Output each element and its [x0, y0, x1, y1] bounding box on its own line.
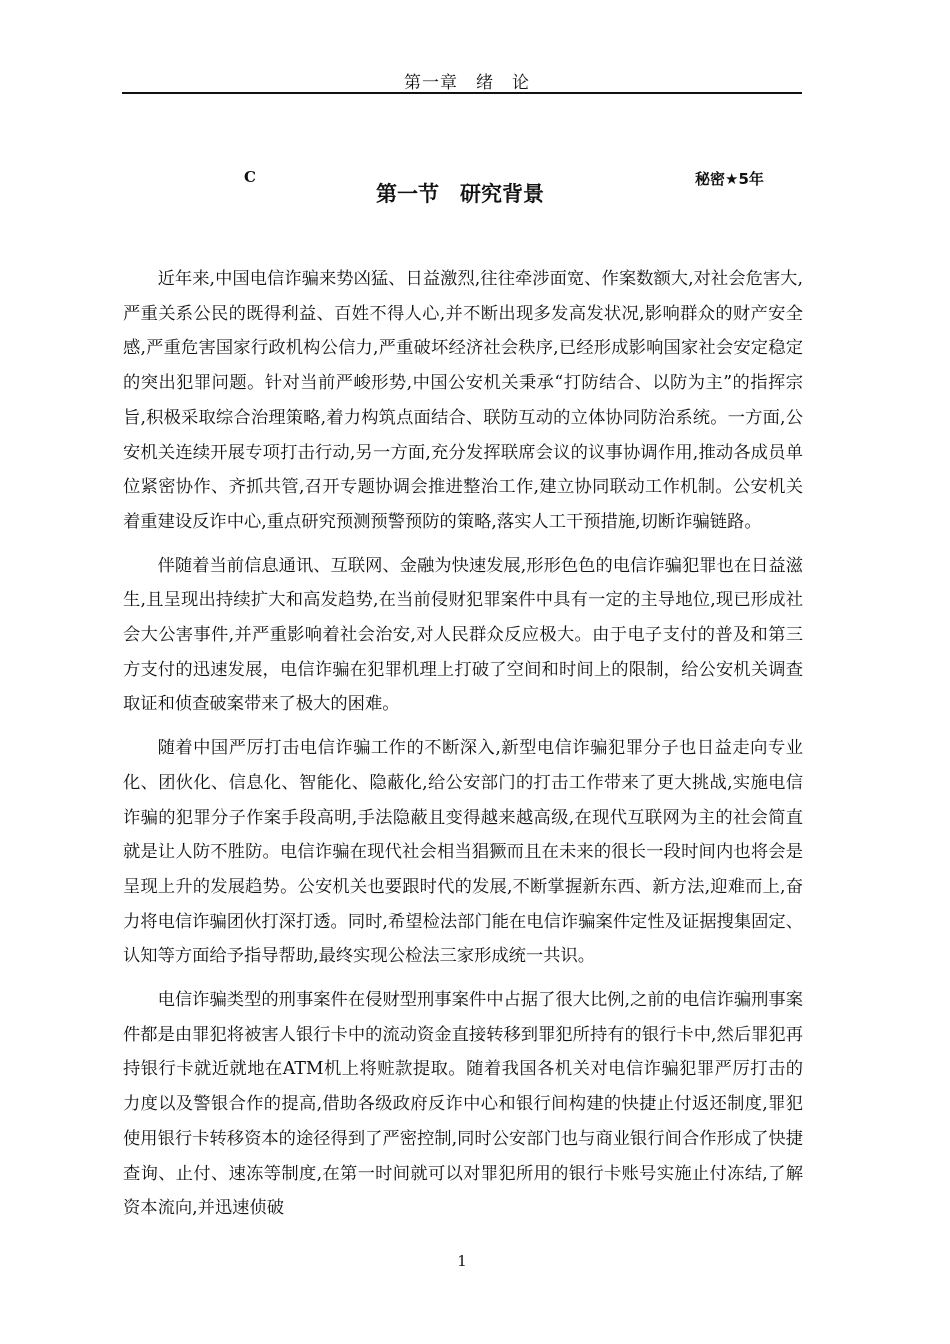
page-number: 1 — [457, 1252, 467, 1270]
classification-mark: 秘密★5年 — [695, 170, 764, 188]
paragraph: 近年来,中国电信诈骗来势凶猛、日益激烈,往往牵涉面宽、作案数额大,对社会危害大,严重关系公民的既得利益、百姓不得人心,并不断出现多发高发状况,影响群众的财产安全感,严重危害国家行政机构公信力,严重破坏经济社会秩序,已经形成影响国家社会安定稳定的突出犯罪问题。针对当前严峻形势,中国公安机关秉承“打防结合、以防为主”的指挥宗旨,积极采取综合治理策略,着力构筑点面结合、联防互动的立体协同防治系统。一方面,公安机关连续开展专项打击行动,另一方面,充分发挥联席会议的议事协调作用,推动各成员单位紧密协作、齐抓共管,召开专题协调会推进整治工作,建立协同联动工作机制。公安机关着重建设反诈中心,重点研究预测预警预防的策略,落实人工干预措施,切断诈骗链路。 — [123, 269, 803, 532]
section-title: 第一节 研究背景 — [376, 182, 544, 206]
paragraph: 随着中国严厉打击电信诈骗工作的不断深入,新型电信诈骗犯罪分子也日益走向专业化、团伙化、信息化、智能化、隐蔽化,给公安部门的打击工作带来了更大挑战,实施电信诈骗的犯罪分子作案手段高明,手法隐蔽且变得越来越高级,在现代互联网为主的社会简直就是让人防不胜防。电信诈骗在现代社会相当猖獗而且在未来的很长一段时间内也将会是呈现上升的发展趋势。公安机关也要跟时代的发展,不断掌握新东西、新方法,迎难而上,奋力将电信诈骗团伙打深打透。同时,希望检法部门能在电信诈骗案件定性及证据搜集固定、认知等方面给予指导帮助,最终实现公检法三家形成统一共识。 — [123, 738, 803, 967]
corner-mark: C — [244, 168, 256, 186]
paragraph: 电信诈骗类型的刑事案件在侵财型刑事案件中占据了很大比例,之前的电信诈骗刑事案件都是由罪犯将被害人银行卡中的流动资金直接转移到罪犯所持有的银行卡中,然后罪犯再持银行卡就近就地在ATM机上将赃款提取。随着我国各机关对电信诈骗犯罪严厉打击的力度以及警银合作的提高,借助各级政府反诈中心和银行间构建的快捷止付返还制度,罪犯使用银行卡转移资本的途径得到了严密控制,同时公安部门也与商业银行间合作形成了快捷查询、止付、速冻等制度,在第一时间就可以对罪犯所用的银行卡账号实施止付冻结,了解资本流向,并迅速侦破 — [123, 990, 803, 1219]
paragraph: 伴随着当前信息通讯、互联网、金融为快速发展,形形色色的电信诈骗犯罪也在日益滋生,且呈现出持续扩大和高发趋势,在当前侵财犯罪案件中具有一定的主导地位,现已形成社会大公害事件,并严重影响着社会治安,对人民群众反应极大。由于电子支付的普及和第三方支付的迅速发展，电信诈骗在犯罪机理上打破了空间和时间上的限制，给公安机关调查取证和侦查破案带来了极大的困难。 — [123, 555, 803, 715]
header-rule — [122, 92, 802, 94]
body-text — [123, 262, 803, 1235]
running-header: 第一章 绪 论 — [404, 73, 530, 93]
